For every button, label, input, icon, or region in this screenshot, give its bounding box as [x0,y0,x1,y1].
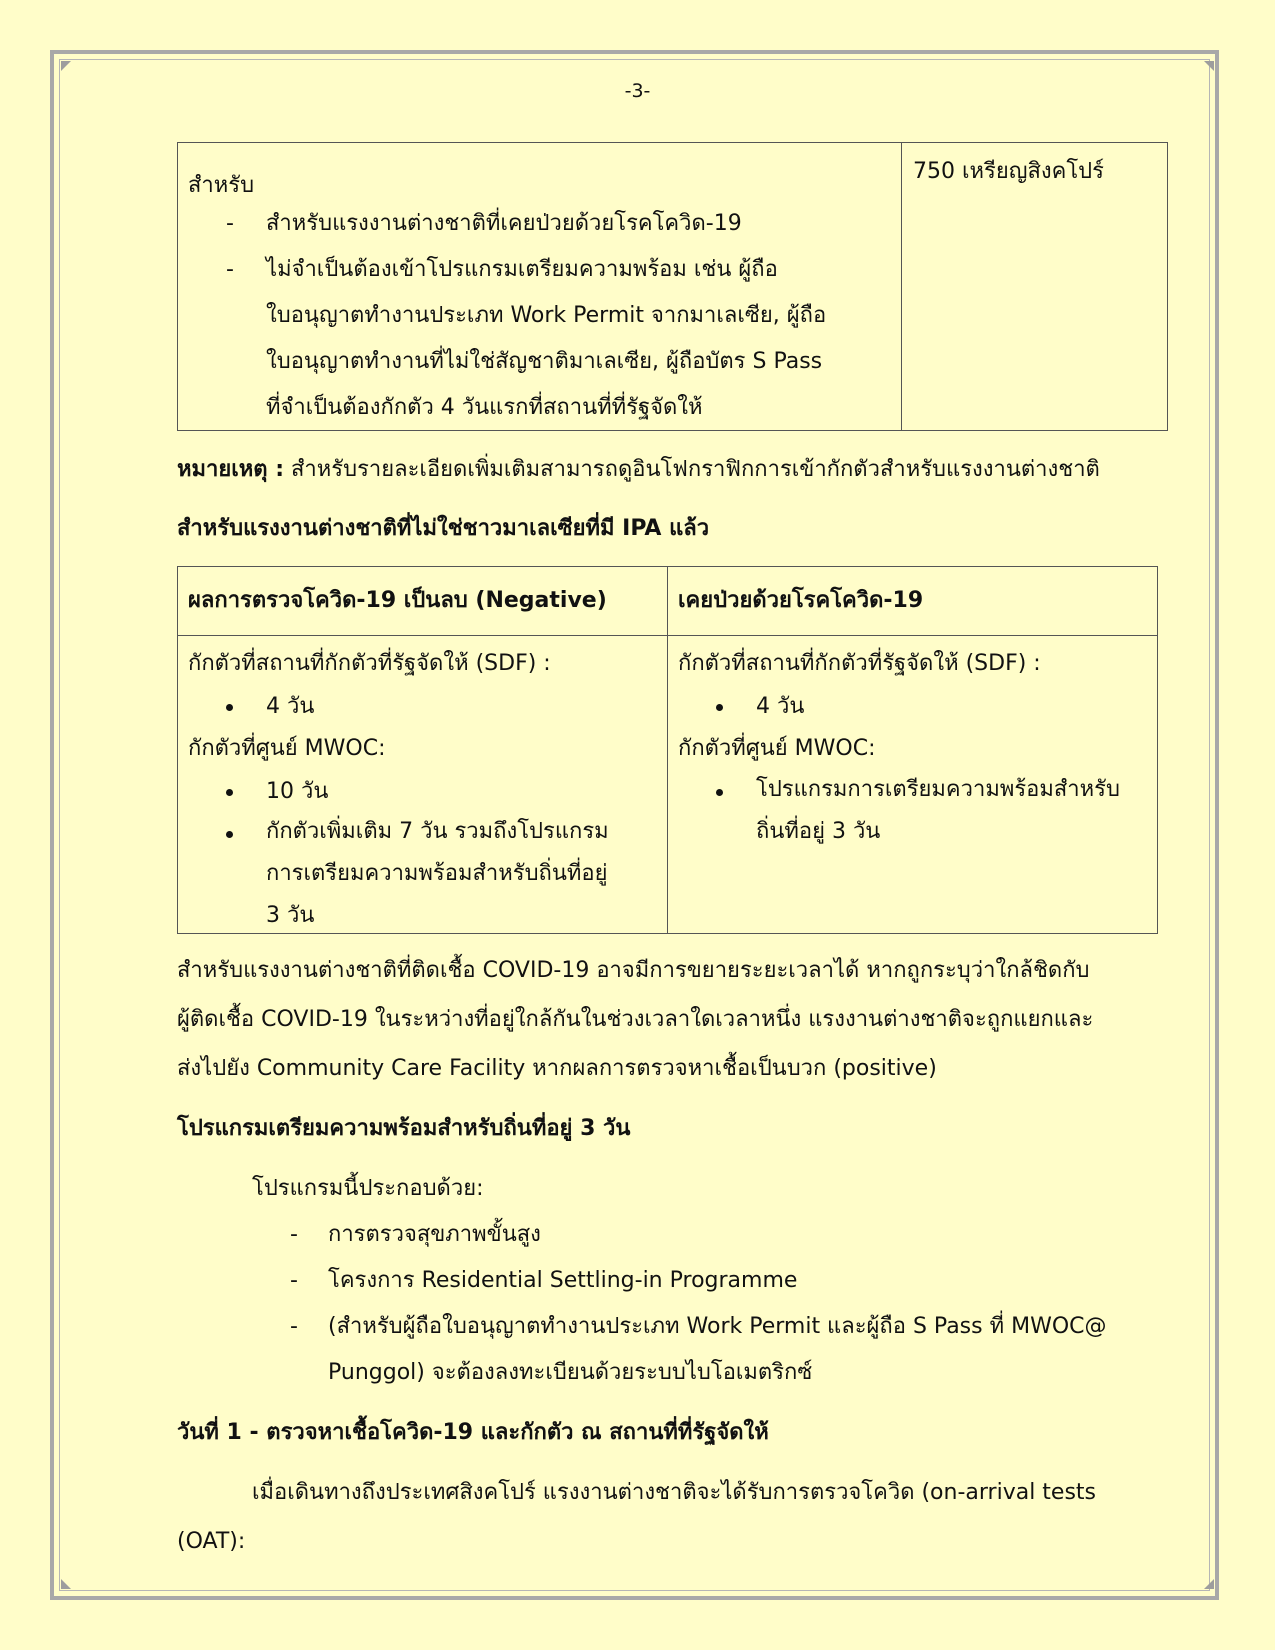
fee-table-heading: สำหรับ [188,173,255,198]
list-item-text: 10 วัน [266,779,329,804]
fee-table [177,142,1168,431]
text-line: Punggol) จะต้องลงทะเบียนด้วยระบบไบโอเมตริกซ์ [328,1360,813,1385]
bullet-icon [226,831,233,838]
paragraph [177,946,1093,1093]
note-label: หมายเหตุ : [177,457,285,482]
dash-marker: - [290,1268,298,1293]
list-item-text: สำหรับแรงงานต่างชาติที่เคยป่วยด้วยโรคโควิด-19 [266,211,742,236]
text-line: ถิ่นที่อยู่ 3 วัน [756,819,881,844]
section-heading: โปรแกรมเตรียมความพร้อมสำหรับถิ่นที่อยู่ 3 วัน [177,1116,631,1141]
bullet-icon [716,704,723,711]
section-heading: สำหรับแรงงานต่างชาติที่ไม่ใช่ชาวมาเลเซียที่มี IPA แล้ว [177,516,710,541]
text-line: (OAT): [177,1529,246,1554]
dash-marker: - [290,1222,298,1247]
bullet-icon [226,704,233,711]
note [177,447,1100,493]
dash-marker: - [226,257,234,282]
text-line: การเตรียมความพร้อมสำหรับถิ่นที่อยู่ [266,861,608,886]
bullet-icon [226,789,233,796]
paragraph [177,1468,1096,1566]
list-item-text [266,811,609,937]
frame-corner-ornament [61,1579,71,1589]
program-intro: โปรแกรมนี้ประกอบด้วย: [252,1176,484,1201]
list-item-text [328,1304,1107,1396]
text-line: ส่งไปยัง Community Care Facility หากผลการตรวจหาเชื้อเป็นบวก (positive) [177,1056,937,1081]
mwoc-label: กักตัวที่ศูนย์ MWOC: [678,736,876,761]
dash-marker: - [226,211,234,236]
page-number: -3- [624,80,651,102]
frame-corner-ornament [1204,61,1214,71]
bullet-icon [716,789,723,796]
list-item-text: การตรวจสุขภาพขั้นสูง [328,1222,541,1247]
list-item-text: โครงการ Residential Settling-in Programme [328,1268,798,1293]
text-line: ผู้ติดเชื้อ COVID-19 ในระหว่างที่อยู่ใกล้กันในช่วงเวลาใดเวลาหนึ่ง แรงงานต่างชาติจะถูกแยกและ [177,1007,1094,1032]
text-line: ที่จำเป็นต้องกักตัว 4 วันแรกที่สถานที่ที่รัฐจัดให้ [266,395,703,420]
list-item-text: 4 วัน [266,694,315,719]
list-item-text [266,247,826,431]
fee-amount: 750 เหรียญสิงคโปร์ [913,159,1104,184]
frame-corner-ornament [61,61,71,71]
dash-marker: - [290,1314,298,1339]
table-divider [178,635,1157,636]
table-divider [901,143,902,430]
list-item-text [756,769,1120,853]
sdf-label: กักตัวที่สถานที่กักตัวที่รัฐจัดให้ (SDF) : [188,651,551,676]
table-divider [667,567,668,933]
text-line: โปรแกรมการเตรียมความพร้อมสำหรับ [756,777,1120,802]
text-line: ไม่จำเป็นต้องเข้าโปรแกรมเตรียมความพร้อม เช่น ผู้ถือ [266,257,778,282]
text-line: (สำหรับผู้ถือใบอนุญาตทำงานประเภท Work Permit และผู้ถือ S Pass ที่ MWOC@ [328,1314,1107,1339]
quarantine-table [177,566,1158,934]
frame-corner-ornament [1204,1579,1214,1589]
sdf-label: กักตัวที่สถานที่กักตัวที่รัฐจัดให้ (SDF) : [678,651,1041,676]
text-line: 3 วัน [266,903,315,928]
section-heading: วันที่ 1 - ตรวจหาเชื้อโควิด-19 และกักตัว ณ สถานที่ที่รัฐจัดให้ [177,1420,769,1445]
text-line: กักตัวเพิ่มเติม 7 วัน รวมถึงโปรแกรม [266,819,609,844]
list-item-text: 4 วัน [756,694,805,719]
text-line: เมื่อเดินทางถึงประเทศสิงคโปร์ แรงงานต่างชาติจะได้รับการตรวจโควิด (on-arrival tests [252,1480,1097,1505]
mwoc-label: กักตัวที่ศูนย์ MWOC: [188,736,386,761]
note-text: สำหรับรายละเอียดเพิ่มเติมสามารถดูอินโฟกราฟิกการเข้ากักตัวสำหรับแรงงานต่างชาติ [284,457,1100,482]
text-line: ใบอนุญาตทำงานที่ไม่ใช่สัญชาติมาเลเซีย, ผู้ถือบัตร S Pass [266,349,823,374]
text-line: สำหรับแรงงานต่างชาติที่ติดเชื้อ COVID-19 อาจมีการขยายระยะเวลาได้ หากถูกระบุว่าใกล้ชิดกับ [177,958,1090,983]
text-line: ใบอนุญาตทำงานประเภท Work Permit จากมาเลเซีย, ผู้ถือ [266,303,827,328]
table-header-negative: ผลการตรวจโควิด-19 เป็นลบ (Negative) [188,588,607,613]
table-header-recovered: เคยป่วยด้วยโรคโควิด-19 [678,588,924,613]
